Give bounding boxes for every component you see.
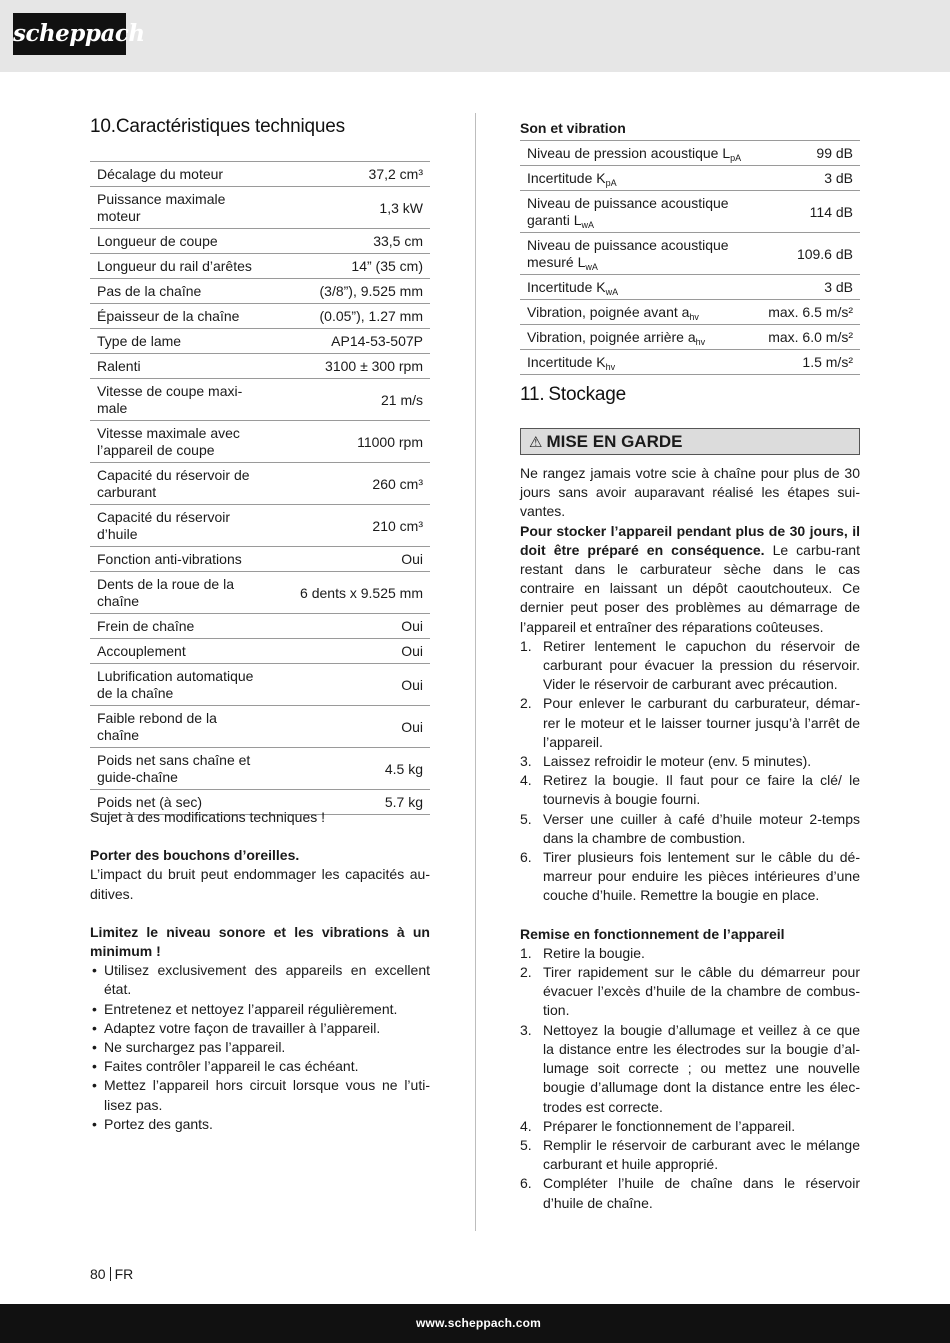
row-value: 4.5 kg [265,748,430,790]
row-label-subscript: hv [605,362,616,373]
list-item-text: Verser une cuiller à café d’huile moteur 2-temps dans la chambre de combustion. [543,810,860,846]
row-label-text: Frein de chaîne [97,618,195,634]
row-value: max. 6.0 m/s² [750,325,860,350]
table-row [520,191,860,233]
list-number: 2. [520,964,532,981]
table-row [90,329,430,354]
table-row [90,547,430,572]
bullet-mark: • [92,962,97,979]
warning-triangle-icon: ⚠ [529,434,543,451]
header-band [0,0,950,72]
table-row [90,748,430,790]
row-label [90,304,265,329]
storage-rest-text: Le carbu-rant restant dans le carburateur sèche dans le cas contraire en laissant un dépôt caoutchouteux. Ce dernier peut poser des problèmes au démarrage de l’appareil et entraîner des réparations coûteuses. [520,541,860,635]
row-value: max. 6.5 m/s² [750,300,860,325]
row-value: 3100 ± 300 rpm [265,354,430,379]
storage-bold-text: Pour stocker l’appareil pendant plus de 30 jours, il doit être préparé en conséquence. [520,522,860,558]
list-item [90,1057,430,1076]
noise-bullet-list [90,961,430,1134]
row-label [90,748,265,790]
list-item-text: Préparer le fonctionnement de l’appareil. [543,1117,796,1134]
row-value: Oui [265,706,430,748]
table-row [90,664,430,706]
row-label [90,229,265,254]
list-number: 3. [520,753,532,770]
row-label [90,329,265,354]
section-number: 10. [90,116,116,137]
list-item [520,810,860,848]
list-item-text: Tirer rapidement sur le câble du démarreur pour évacuer l’excès d’huile de la chambre de combus-tion. [543,964,860,1019]
list-item-text: Portez des gants. [104,1115,213,1132]
table-row [90,354,430,379]
bullet-mark: • [92,1115,97,1132]
row-label [90,572,265,614]
row-value: 99 dB [750,141,860,166]
section-title-specs [90,116,345,138]
row-label [90,614,265,639]
row-label [520,275,750,300]
footer-url-link[interactable]: www.scheppach.com [416,1316,541,1330]
row-label-subscript: pA [730,153,742,164]
list-item [520,944,860,963]
page-number-value: 80 [90,1266,106,1282]
ear-protection-title: Porter des bouchons d’oreilles. [90,847,300,864]
list-number: 3. [520,1021,532,1038]
row-label-text: Capacité du réservoir d’huile [97,509,231,542]
row-label [90,187,265,229]
table-row [520,166,860,191]
bullet-mark: • [92,1019,97,1036]
table-row [90,706,430,748]
list-number: 5. [520,1136,532,1153]
row-label-text: Incertitude K [527,279,606,296]
list-number: 5. [520,810,532,827]
row-label [90,162,265,187]
list-number: 4. [520,772,532,789]
section-title-text: Caractéristiques techniques [115,116,345,137]
table-row [520,350,860,375]
table-row [90,572,430,614]
row-label-text: Capacité du réservoir de carburant [97,467,250,500]
page-language: FR [114,1266,134,1282]
row-value: Oui [265,547,430,572]
table-row [520,233,860,275]
row-value: 260 cm³ [265,463,430,505]
list-item [520,752,860,771]
table-row [520,300,860,325]
table-row [90,279,430,304]
row-value: 11000 rpm [265,421,430,463]
list-item-text: Pour enlever le carburant du carburateur, démar-rer le moteur et le laisser tourner jusqu’à l’arrêt de l’appareil. [543,695,860,750]
list-item [90,1076,430,1114]
row-label [520,325,750,350]
spec-table [90,161,430,815]
row-label [90,279,265,304]
row-label [90,706,265,748]
row-label-subscript: wA [605,287,619,298]
sound-table [520,140,860,375]
list-number: 2. [520,695,532,712]
table-row [90,421,430,463]
list-item [520,637,860,695]
row-label [90,354,265,379]
row-label [520,233,750,275]
limit-noise-title: Limitez le niveau sonore et les vibrations à un minimum ! [90,923,430,960]
row-value: 3 dB [750,166,860,191]
row-label [90,639,265,664]
row-label-text: Pas de la chaîne [97,283,202,299]
row-value: AP14-53-507P [265,329,430,354]
list-item [520,1117,860,1136]
bullet-mark: • [92,1000,97,1017]
row-value: (0.05”), 1.27 mm [265,304,430,329]
row-label-text: Fonction anti-vibrations [97,551,242,567]
row-label-text: Type de lame [97,333,182,349]
warning-label: MISE EN GARDE [546,432,683,451]
column-divider [475,113,476,1231]
section-number: 11. [520,384,545,405]
row-label-text: Longueur de coupe [97,233,218,249]
row-label-subscript: hv [695,337,706,348]
list-item-text: Tirer plusieurs fois lentement sur le câble du dé-marreur pour enduire les pièces intérieures d’une couche d’huile. Remettre la bougie en place. [543,849,860,904]
list-number: 6. [520,849,532,866]
list-item [90,1115,430,1134]
row-value: Oui [265,639,430,664]
list-number: 4. [520,1117,532,1134]
section-title-text: Stockage [548,384,627,405]
row-label-text: Épaisseur de la chaîne [97,308,240,324]
list-item-text: Retirer lentement le capuchon du réservoir de carburant pour évacuer la pression du réservoir. Vider le réservoir de carburant avec précaution. [543,637,860,693]
list-item [520,1136,860,1174]
list-item-text: Retire la bougie. [543,944,645,961]
table-row [520,275,860,300]
list-item [520,1021,860,1117]
row-label-text: Décalage du moteur [97,166,224,182]
list-item [520,963,860,1021]
row-value: Oui [265,614,430,639]
row-value: (3/8”), 9.525 mm [265,279,430,304]
row-value: 5.7 kg [265,790,430,815]
row-label-text: Niveau de puissance acoustique garanti L [527,195,729,229]
row-label-text: Faible rebond de la chaîne [97,710,217,743]
list-number: 6. [520,1175,532,1192]
list-item [520,1174,860,1212]
row-value: 109.6 dB [750,233,860,275]
row-label-text: Puissance maximale moteur [97,191,226,224]
table-row [520,325,860,350]
row-label [520,141,750,166]
row-label [90,664,265,706]
row-label [90,463,265,505]
table-row [90,639,430,664]
list-item-text: Entretenez et nettoyez l’appareil régulièrement. [104,1000,398,1017]
row-value: 3 dB [750,275,860,300]
row-label-text: Lubrification automatique de la chaîne [97,668,254,701]
left-notes [90,808,430,1134]
table-row [90,229,430,254]
table-row [90,304,430,329]
row-label-text: Vitesse maximale avec l’appareil de coupe [97,425,240,458]
footer-band [0,1304,950,1343]
list-item [90,1038,430,1057]
row-value: Oui [265,664,430,706]
list-item-text: Mettez l’appareil hors circuit lorsque vous ne l’uti-lisez pas. [104,1077,430,1113]
list-item-text: Nettoyez la bougie d’allumage et veillez à ce que la distance entre les électrodes sur la bougie d’al-lumage soit correcte ; ou mettez une nouvelle bougie d’allumage dont la distance entre les élec-trodes est correcte. [543,1021,860,1115]
row-label-text: Vibration, poignée arrière a [527,329,696,346]
warning-box [520,428,860,455]
list-item-text: Faites contrôler l’appareil le cas échéant. [104,1058,359,1075]
row-value: 21 m/s [265,379,430,421]
storage-intro: Ne rangez jamais votre scie à chaîne pour plus de 30 jours sans avoir auparavant réalisé les étapes sui-vantes. [520,465,860,520]
table-row [90,463,430,505]
table-row [90,254,430,279]
row-label [90,505,265,547]
row-label-text: Poids net (à sec) [97,794,203,810]
row-value: 6 dents x 9.525 mm [265,572,430,614]
bullet-mark: • [92,1077,97,1094]
row-value: 37,2 cm³ [265,162,430,187]
row-label-text: Accouplement [97,643,186,659]
list-item [520,771,860,809]
row-label [90,254,265,279]
row-value: 114 dB [750,191,860,233]
page-number [90,1266,133,1282]
list-item [520,848,860,906]
list-item [90,1000,430,1019]
restart-steps-list [520,944,860,1213]
row-label-subscript: pA [605,178,617,189]
row-value: 210 cm³ [265,505,430,547]
storage-body [520,464,860,1213]
row-value: 33,5 cm [265,229,430,254]
restart-title: Remise en fonctionnement de l’appareil [520,925,785,942]
scheppach-logo: scheppach [13,13,126,55]
list-item-text: Utilisez exclusivement des appareils en excellent état. [104,962,430,998]
list-item [90,961,430,999]
row-label-text: Poids net sans chaîne et guide-chaîne [97,752,251,785]
row-label-text: Longueur du rail d’arêtes [97,258,252,274]
list-item-text: Adaptez votre façon de travailler à l’appareil. [104,1019,381,1036]
bullet-mark: • [92,1058,97,1075]
modification-note: Sujet à des modifications techniques ! [90,809,326,825]
list-number: 1. [520,637,532,654]
table-row [90,162,430,187]
row-label [520,166,750,191]
row-value: 14” (35 cm) [265,254,430,279]
row-label [90,547,265,572]
sound-title: Son et vibration [520,120,626,136]
list-item-text: Retirez la bougie. Il faut pour ce faire la clé/ le tournevis à bougie fourni. [543,772,860,808]
table-row [90,505,430,547]
row-label-subscript: wA [585,262,598,273]
list-item-text: Compléter l’huile de chaîne dans le réservoir d’huile de chaîne. [543,1175,860,1211]
row-label [520,350,750,375]
table-row [90,187,430,229]
row-label-text: Niveau de pression acoustique L [527,145,731,162]
list-item [520,694,860,752]
storage-paragraph [520,522,860,637]
storage-steps-list [520,637,860,906]
row-label-text: Vitesse de coupe maxi-male [97,383,243,416]
list-item [90,1019,430,1038]
table-row [90,614,430,639]
row-label [520,300,750,325]
row-label [520,191,750,233]
ear-protection-text: L’impact du bruit peut endommager les capacités au-ditives. [90,866,430,902]
row-label [90,421,265,463]
row-value: 1,3 kW [265,187,430,229]
row-label-text: Incertitude K [527,170,606,187]
list-item-text: Laissez refroidir le moteur (env. 5 minutes). [543,753,812,770]
page-separator [110,1267,111,1281]
row-label-text: Ralenti [97,358,141,374]
row-label-text: Incertitude K [527,354,606,371]
list-item-text: Ne surchargez pas l’appareil. [104,1039,286,1056]
table-row [520,141,860,166]
bullet-mark: • [92,1039,97,1056]
sound-section [520,119,860,375]
row-label [90,379,265,421]
list-item-text: Remplir le réservoir de carburant avec le mélange carburant et huile approprié. [543,1136,860,1173]
list-number: 1. [520,944,532,961]
row-label-text: Niveau de puissance acoustique mesuré L [527,237,729,271]
section-title-storage [520,384,626,406]
table-row [90,379,430,421]
spec-table-wrap [90,161,430,815]
row-label-subscript: wA [581,220,594,231]
row-label-text: Vibration, poignée avant a [527,304,690,321]
row-label-subscript: hv [689,312,699,323]
row-value: 1.5 m/s² [750,350,860,375]
row-label-text: Dents de la roue de la chaîne [97,576,234,609]
